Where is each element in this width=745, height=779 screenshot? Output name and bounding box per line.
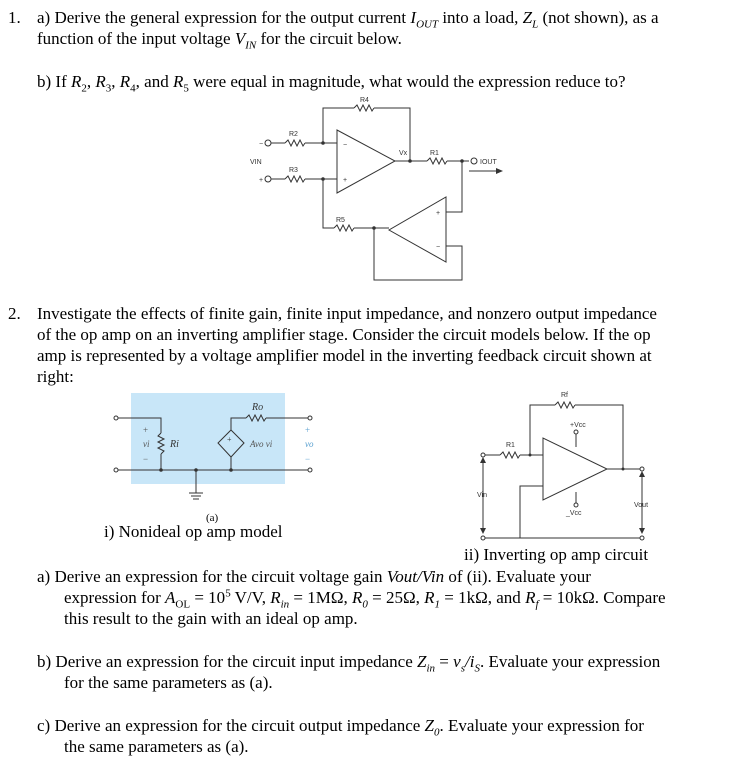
label-opamp1-plus: + [343,177,348,184]
q2-intro-line4: right: [37,367,74,386]
label-r5: R5 [336,217,345,224]
fig-i-sub-caption: (a) [206,512,219,524]
q2-b-line2: for the same parameters as (a). [64,673,273,692]
label-source-plus: + [227,435,232,444]
label-opamp2-minus: − [436,244,441,251]
label-plus-terminal: + [259,177,264,184]
q1-a-line2: function of the input voltage $V_{IN}$ for the circuit below. [37,29,402,52]
label-opamp2-plus: + [436,210,441,217]
label-ro: Ro [252,402,264,413]
label-vx: Vx [399,150,408,157]
label-vo-minus: − [305,454,311,464]
label-vcc-neg: _Vcc [566,510,582,517]
label-vo: vo [305,439,314,449]
q2-intro-line2: of the op amp on an inverting amplifier stage. Consider the circuit models below. If the op [37,325,651,344]
label-ri: Ri [170,439,179,450]
q1-a-line1: a) Derive the general expression for the output current $I_{OUT}$ into a load, $Z_L$ (not shown), as a [37,8,659,31]
label-r4: R4 [360,97,369,104]
label-vout: Vout [634,502,649,509]
q1-number: 1. [8,8,21,27]
label-iout: IOUT [480,159,497,166]
q2-c-line1: c) Derive an expression for the circuit output impedance $Z_0$. Evaluate your expression for [37,716,644,739]
label-vo-plus: + [305,425,311,435]
q2-b-line1: b) Derive an expression for the circuit input impedance $Z_{in} = v_s/i_S$. Evaluate your expression [37,652,661,675]
q2-intro-line1: Investigate the effects of finite gain, finite input impedance, and nonzero output impedance [37,304,657,323]
label-r3: R3 [289,167,298,174]
label-vi-plus: + [143,425,149,435]
label-opamp1-minus: − [343,142,348,149]
q2-intro-line3: amp is represented by a voltage amplifier model in the inverting feedback circuit shown at [37,346,652,365]
label-vin: Vin [477,492,487,499]
q2-a-line3: this result to the gain with an ideal op amp. [64,609,358,628]
label-vin: VIN [250,159,262,166]
label-minus-terminal: − [259,141,264,148]
label-vi-minus: − [143,454,149,464]
fig-ii-caption: ii) Inverting op amp circuit [464,545,649,564]
q2-a-line1: a) Derive an expression for the circuit voltage gain Vout/Vin of (ii). Evaluate your [37,567,591,586]
label-rf: Rf [561,392,568,399]
q2-number: 2. [8,304,21,323]
label-gain: Avo vi [250,439,273,449]
label-vcc-pos: +Vcc [570,422,586,429]
fig-i-caption: i) Nonideal op amp model [104,522,283,541]
q1-b-line: b) If $R_2$, $R_3$, $R_4$, and $R_5$ were equal in magnitude, what would the expression reduce to? [37,72,626,95]
label-r2: R2 [289,131,298,138]
label-r1: R1 [506,442,515,449]
q2-c-line2: the same parameters as (a). [64,737,249,756]
q2-a-line2: expression for $A_{OL} = 10^5$ V/V, $R_{in} = 1M\Omega$, $R_0 = 25\Omega$, $R_1 = 1k\Omega$, and $R_f = 10k\Omega$. Compare [64,587,666,611]
label-r1: R1 [430,150,439,157]
label-vi: vi [143,439,150,449]
